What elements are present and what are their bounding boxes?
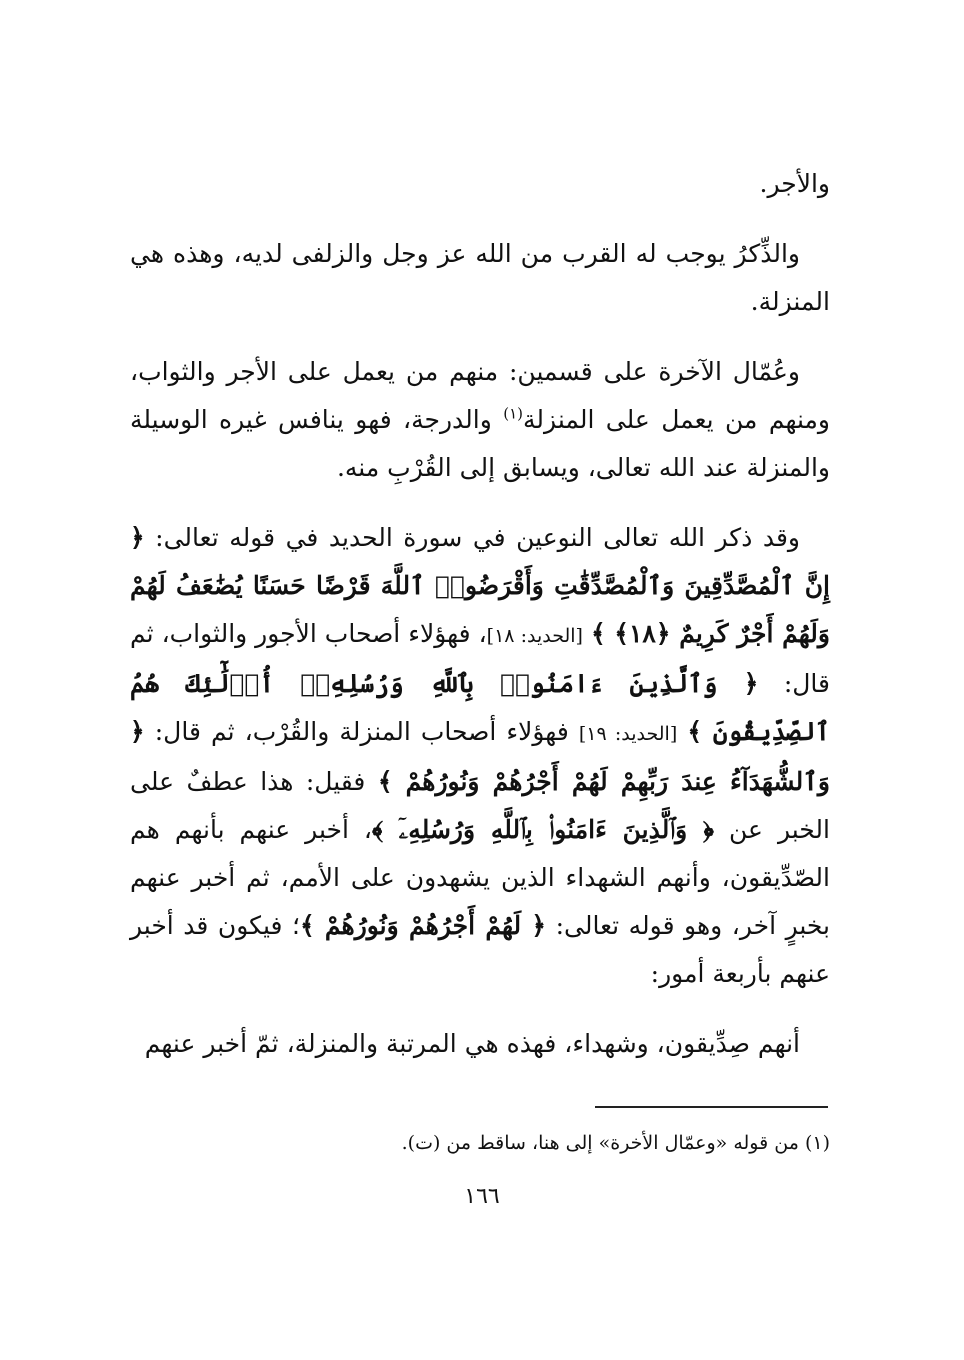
paragraph-4-text-6: ؛ فيكون قد أخبر عنهم بأربعة أمور:	[130, 911, 830, 988]
paragraph-4-text-2: ، فهؤلاء أصحاب الأجور والثواب، ثم قال:	[130, 619, 830, 698]
paragraph-2: والذِّكرُ يوجب له القرب من الله عز وجل والزلفى لديه، وهذه هي المنزلة.	[130, 239, 830, 316]
quran-verse-3: ﴿ وَٱلشُّهَدَآءُ عِندَ رَبِّهِمْ لَهُمْ أَجْرُهُمْ وَنُورُهُمْ ﴾	[130, 717, 830, 796]
footnote-text: من قوله «وعمّال الأخرة» إلى هنا، ساقط من (ت).	[401, 1132, 799, 1154]
paragraph-4	[130, 514, 830, 998]
paragraph-4-text-1: وقد ذكر الله تعالى النوعين في سورة الحديد في قوله تعالى:	[155, 523, 800, 552]
paragraph-4-text-3: فهؤلاء أصحاب المنزلة والقُرْب، ثم قال:	[154, 717, 569, 746]
quran-verse-5: ﴿ لَهُمْ أَجْرُهُمْ وَنُورُهُمْ ﴾	[299, 911, 547, 940]
footnote-divider	[595, 1106, 828, 1108]
paragraph-3-part-2: والدرجة، فهو ينافس غيره الوسيلة والمنزلة عند الله تعالى، ويسابق إلى القُرْبِ منه.	[130, 405, 830, 482]
footnote-marker: (١)	[804, 1132, 830, 1154]
quran-verse-1: ﴿ إِنَّ ٱلْمُصَّدِّقِينَ وَٱلْمُصَّدِّقَٰتِ وَأَقْرَضُوا۟ ٱللَّهَ قَرْضًا حَسَنًا يُضَٰعَفُ لَهُمْ وَلَهُمْ أَجْرٌ كَرِيمٌ ﴿١٨﴾ ﴾	[130, 523, 830, 648]
paragraph-1: والأجر.	[759, 169, 830, 198]
paragraph-4-text-5: ، أخبر عنهم بأنهم هم الصّدِّيقون، وأنهم الشهداء الذين يشهدون على الأمم، ثم أخبر عنهم بخبرٍ آخر، وهو قوله تعالى:	[130, 815, 830, 940]
page-body	[130, 160, 830, 1090]
quran-verse-2: ﴿ وَٱلَّذِينَ ءَامَنُوا۟ بِٱللَّهِ وَرُسُلِهِۦٓ أُو۟لَٰٓئِكَ هُمُ ٱلصِّدِّيقُونَ ﴾	[130, 669, 831, 746]
paragraph-4-text-4: فقيل: هذا عطفٌ على الخبر عن	[130, 767, 830, 844]
quran-verse-4: ﴿ وَٱلَّذِينَ ءَامَنُوا۟ بِٱللَّهِ وَرُسُلِهِۦٓ ﴾	[371, 815, 714, 844]
verse-reference-1: [الحديد: ١٨]	[486, 625, 583, 647]
paragraph-5: أنهم صِدِّيقون، وشهداء، فهذه هي المرتبة والمنزلة، ثمّ أخبر عنهم	[144, 1029, 800, 1058]
footnote-reference[interactable]: (١)	[503, 404, 524, 423]
paragraph-3-part-1: وعُمّال الآخرة على قسمين: منهم من يعمل على الأجر والثواب، ومنهم من يعمل على المنزلة	[130, 357, 830, 434]
paragraph-3	[130, 348, 830, 492]
verse-reference-2: [الحديد: ١٩]	[578, 723, 678, 745]
footnote	[130, 1126, 830, 1160]
page-number: ١٦٦	[464, 1184, 500, 1209]
